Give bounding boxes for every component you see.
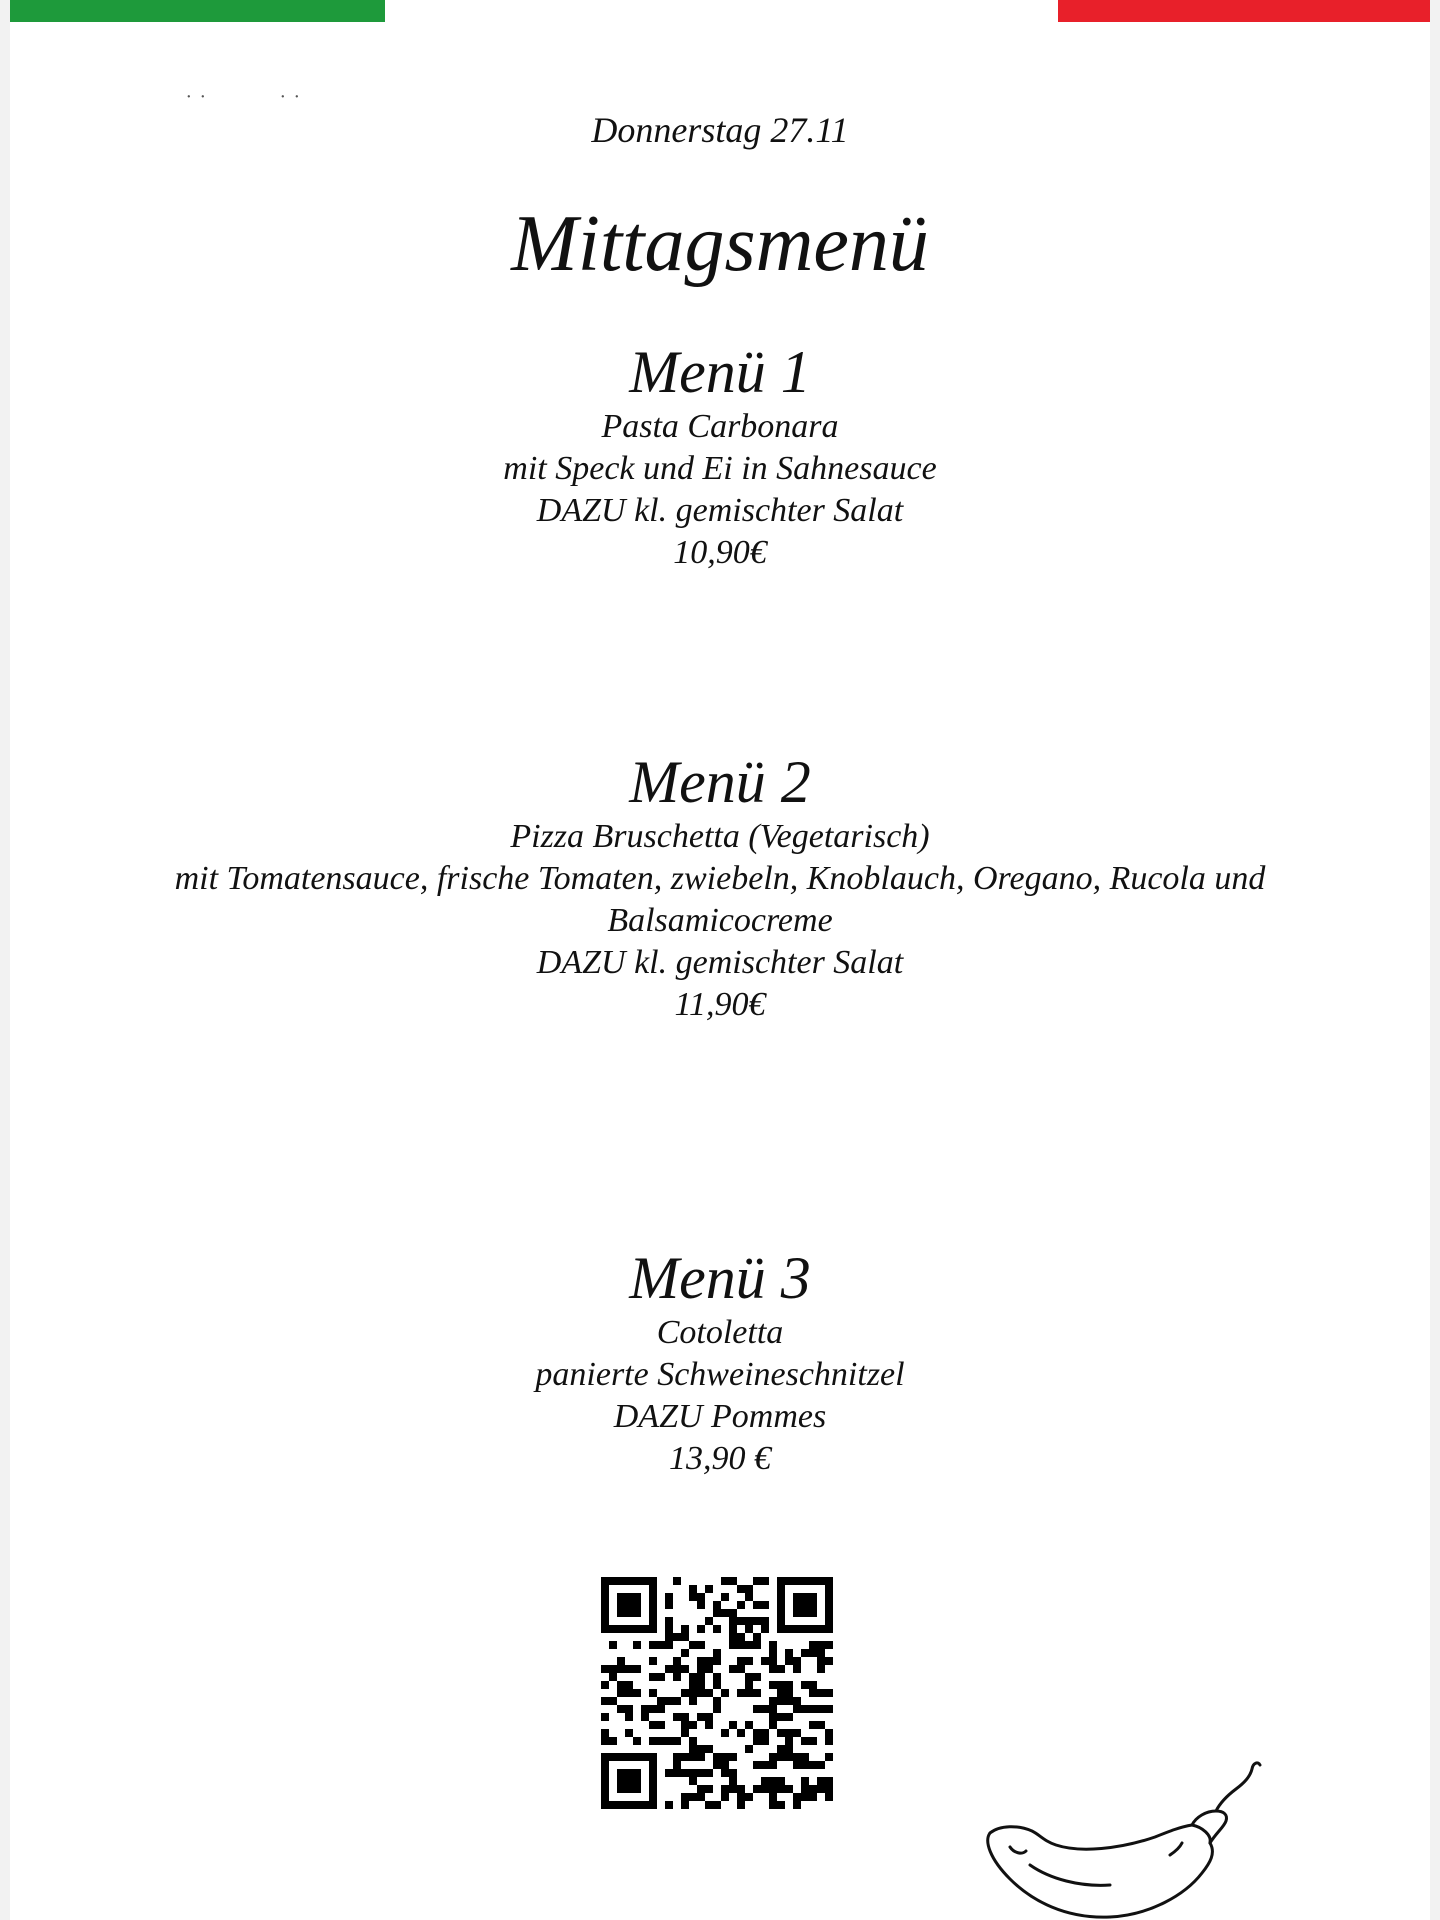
menu-3-side: DAZU Pommes [613,1398,827,1435]
menu-1-section [10,338,1430,574]
qr-code-icon[interactable] [601,1577,833,1809]
menu-2-description-cont: Balsamicocreme [607,902,833,939]
page-title: Mittagsmenü [511,200,929,288]
menu-3-heading: Menü 3 [629,1245,811,1311]
menu-1-price: 10,90€ [673,534,767,571]
menu-date: Donnerstag 27.11 [591,110,849,150]
dots-left: · · [186,86,207,108]
menu-1-heading: Menü 1 [629,339,811,405]
menu-3-dish: Cotoletta [656,1314,784,1351]
menu-2-heading: Menü 2 [629,749,811,815]
menu-2-description: mit Tomatensauce, frische Tomaten, zwiebeln, Knoblauch, Oregano, Rucola und [174,860,1266,897]
flag-stripe-red [1058,0,1430,22]
menu-1-description: mit Speck und Ei in Sahnesauce [503,450,937,487]
menu-2-dish: Pizza Bruschetta (Vegetarisch) [510,818,930,855]
menu-3-section [10,1244,1430,1480]
menu-2-price: 11,90€ [674,986,766,1023]
menu-1-side: DAZU kl. gemischter Salat [536,492,904,529]
menu-3-price: 13,90 € [669,1440,771,1477]
menu-2-section [10,748,1430,1026]
menu-3-description: panierte Schweineschnitzel [535,1356,905,1393]
flag-stripe-green [10,0,385,22]
dots-right: · · [280,86,301,108]
chili-pepper-icon [970,1755,1270,1920]
menu-1-dish: Pasta Carbonara [601,408,839,445]
menu-2-side: DAZU kl. gemischter Salat [536,944,904,981]
menu-page [10,0,1430,1920]
